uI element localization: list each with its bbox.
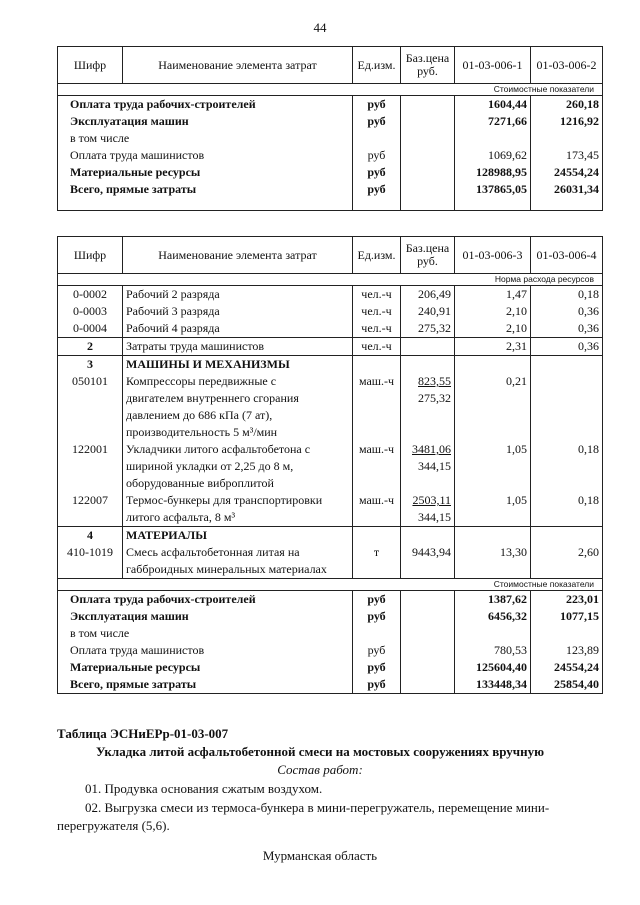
resource-row xyxy=(58,492,603,527)
row-price: 9443,94 xyxy=(401,544,455,579)
row-col1: 2,10 xyxy=(455,320,531,338)
row-unit: маш.-ч xyxy=(353,373,401,441)
resource-row xyxy=(58,303,603,320)
row-unit: чел.-ч xyxy=(353,338,401,356)
header-unit: Ед.изм. xyxy=(353,47,401,84)
row-col2: 0,18 xyxy=(531,492,603,527)
row-col2: 0,18 xyxy=(531,286,603,304)
row-col1: 2,10 xyxy=(455,303,531,320)
summary-price xyxy=(401,608,455,625)
row-price xyxy=(401,356,455,374)
header-price xyxy=(401,237,455,274)
row-unit: чел.-ч xyxy=(353,286,401,304)
price-bottom: 275,32 xyxy=(418,391,451,405)
header-name: Наименование элемента затрат xyxy=(123,237,353,274)
summary-col2 xyxy=(531,625,603,642)
summary-col1 xyxy=(455,130,531,147)
row-unit: чел.-ч xyxy=(353,303,401,320)
summary-col2: 173,45 xyxy=(531,147,603,164)
header-row xyxy=(58,47,603,84)
row-price xyxy=(401,373,455,441)
summary-col2: 1077,15 xyxy=(531,608,603,625)
summary-row xyxy=(58,164,603,181)
resource-row xyxy=(58,441,603,492)
row-col2: 0,18 xyxy=(531,441,603,492)
row-col1: 13,30 xyxy=(455,544,531,579)
header-row xyxy=(58,237,603,274)
resource-row xyxy=(58,544,603,579)
row-name: МАШИНЫ И МЕХАНИЗМЫ xyxy=(123,356,353,374)
resource-row xyxy=(58,320,603,338)
blank-cell xyxy=(58,198,353,211)
row-col1 xyxy=(455,356,531,374)
header-price-line1: Баз.цена xyxy=(405,241,450,255)
summary-price xyxy=(401,147,455,164)
row-col2: 2,60 xyxy=(531,544,603,579)
resource-row xyxy=(58,373,603,441)
row-code: 4 xyxy=(58,527,123,545)
row-name: МАТЕРИАЛЫ xyxy=(123,527,353,545)
header-price-line1: Баз.цена xyxy=(405,51,450,65)
row-name: Рабочий 3 разряда xyxy=(123,303,353,320)
row-code: 122001 xyxy=(58,441,123,492)
row-price xyxy=(401,338,455,356)
summary-name: Всего, прямые затраты xyxy=(58,676,353,694)
row-col2 xyxy=(531,527,603,545)
row-code: 0-0003 xyxy=(58,303,123,320)
summary-price xyxy=(401,181,455,198)
summary-name: Материальные ресурсы xyxy=(58,164,353,181)
row-col1: 2,31 xyxy=(455,338,531,356)
summary-price xyxy=(401,659,455,676)
header-price-line2: руб. xyxy=(417,254,438,268)
row-unit xyxy=(353,527,401,545)
cost-table-1 xyxy=(57,46,603,211)
row-price: 275,32 xyxy=(401,320,455,338)
row-col2: 0,36 xyxy=(531,320,603,338)
row-name: Рабочий 2 разряда xyxy=(123,286,353,304)
summary-row xyxy=(58,181,603,198)
summary-unit: руб xyxy=(353,676,401,694)
price-top: 3481,06 xyxy=(412,442,451,456)
row-col1: 1,47 xyxy=(455,286,531,304)
summary-unit: руб xyxy=(353,181,401,198)
header-code: Шифр xyxy=(58,237,123,274)
row-col1 xyxy=(455,527,531,545)
summary-unit: руб xyxy=(353,608,401,625)
summary-price xyxy=(401,164,455,181)
resource-row xyxy=(58,286,603,304)
work-step-1: 01. Продувка основания сжатым воздухом. xyxy=(85,781,323,796)
row-col2 xyxy=(531,373,603,441)
row-unit: чел.-ч xyxy=(353,320,401,338)
row-col2: 0,36 xyxy=(531,338,603,356)
summary-col1: 1604,44 xyxy=(455,96,531,114)
row-price xyxy=(401,492,455,527)
summary-row xyxy=(58,96,603,114)
row-col1: 1,05 xyxy=(455,441,531,492)
row-name: Смесь асфальтобетонная литая на габброидных минеральных материалах xyxy=(123,544,353,579)
row-col1: 1,05 xyxy=(455,492,531,527)
blank-cell xyxy=(401,198,455,211)
section-label: Стоимостные показатели xyxy=(58,579,603,591)
row-col2 xyxy=(531,356,603,374)
row-name: Термос-бункеры для транспортировки литого асфальта, 8 м³ xyxy=(123,492,353,527)
summary-name: Эксплуатация машин xyxy=(58,608,353,625)
row-code: 410-1019 xyxy=(58,544,123,579)
row-name: Укладчики литого асфальтобетона с шириной укладки от 2,25 до 8 м, оборудованные виброплитой xyxy=(123,441,353,492)
row-code: 2 xyxy=(58,338,123,356)
summary-name: Оплата труда машинистов xyxy=(58,147,353,164)
row-name: Затраты труда машинистов xyxy=(123,338,353,356)
summary-row xyxy=(58,608,603,625)
summary-price xyxy=(401,642,455,659)
row-price xyxy=(401,441,455,492)
row-unit xyxy=(353,356,401,374)
summary-price xyxy=(401,676,455,694)
blank-cell xyxy=(531,198,603,211)
summary-row xyxy=(58,659,603,676)
row-unit: т xyxy=(353,544,401,579)
header-col1: 01-03-006-1 xyxy=(455,47,531,84)
summary-unit xyxy=(353,625,401,642)
row-code: 3 xyxy=(58,356,123,374)
summary-unit: руб xyxy=(353,113,401,130)
summary-col2: 260,18 xyxy=(531,96,603,114)
header-price xyxy=(401,47,455,84)
row-code: 050101 xyxy=(58,373,123,441)
row-price xyxy=(401,527,455,545)
cost-table-2 xyxy=(57,236,603,694)
summary-unit: руб xyxy=(353,96,401,114)
summary-price xyxy=(401,96,455,114)
header-name: Наименование элемента затрат xyxy=(123,47,353,84)
summary-col2: 223,01 xyxy=(531,591,603,609)
row-name: Компрессоры передвижные с двигателем внутреннего сгорания давлением до 686 кПа (7 ат), производительность 5 м³/мин xyxy=(123,373,353,441)
header-code: Шифр xyxy=(58,47,123,84)
summary-col1: 7271,66 xyxy=(455,113,531,130)
page-number: 44 xyxy=(313,20,327,35)
header-price-line2: руб. xyxy=(417,64,438,78)
norm-label: Норма расхода ресурсов xyxy=(58,274,603,286)
summary-row xyxy=(58,676,603,694)
summary-price xyxy=(401,625,455,642)
row-code: 0-0002 xyxy=(58,286,123,304)
region-footer: Мурманская область xyxy=(262,848,378,863)
summary-name: Оплата труда машинистов xyxy=(58,642,353,659)
summary-row xyxy=(58,147,603,164)
work-step-2-line1: 02. Выгрузка смеси из термоса-бункера в мини-перегружатель, перемещение мини- xyxy=(85,800,550,815)
summary-name: в том числе xyxy=(58,130,353,147)
blank-cell xyxy=(353,198,401,211)
header-col2: 01-03-006-2 xyxy=(531,47,603,84)
summary-col2: 24554,24 xyxy=(531,164,603,181)
table-title: Таблица ЭСНиЕРр-01-03-007 xyxy=(57,726,229,741)
header-col2: 01-03-006-4 xyxy=(531,237,603,274)
summary-unit xyxy=(353,130,401,147)
summary-col1: 6456,32 xyxy=(455,608,531,625)
price-bottom: 344,15 xyxy=(418,459,451,473)
summary-col1: 137865,05 xyxy=(455,181,531,198)
table-subtitle: Укладка литой асфальтобетонной смеси на мостовых сооружениях вручную xyxy=(95,744,545,759)
price-bottom: 344,15 xyxy=(418,510,451,524)
summary-name: Оплата труда рабочих-строителей xyxy=(58,591,353,609)
summary-unit: руб xyxy=(353,164,401,181)
composition-heading: Состав работ: xyxy=(277,762,363,777)
resource-row xyxy=(58,356,603,374)
blank-cell xyxy=(455,198,531,211)
row-col1: 0,21 xyxy=(455,373,531,441)
summary-price xyxy=(401,113,455,130)
summary-row xyxy=(58,113,603,130)
summary-col2: 26031,34 xyxy=(531,181,603,198)
summary-unit: руб xyxy=(353,147,401,164)
work-step-2-line2: перегружателя (5,6). xyxy=(57,818,170,833)
price-top: 2503,11 xyxy=(412,493,451,507)
header-unit: Ед.изм. xyxy=(353,237,401,274)
resource-row xyxy=(58,527,603,545)
summary-unit: руб xyxy=(353,659,401,676)
summary-col1: 1069,62 xyxy=(455,147,531,164)
summary-col2: 123,89 xyxy=(531,642,603,659)
summary-name: Оплата труда рабочих-строителей xyxy=(58,96,353,114)
summary-name: в том числе xyxy=(58,625,353,642)
summary-price xyxy=(401,130,455,147)
summary-col1: 133448,34 xyxy=(455,676,531,694)
row-price: 206,49 xyxy=(401,286,455,304)
summary-col1: 128988,95 xyxy=(455,164,531,181)
summary-col2: 24554,24 xyxy=(531,659,603,676)
header-col1: 01-03-006-3 xyxy=(455,237,531,274)
summary-row xyxy=(58,591,603,609)
summary-row xyxy=(58,625,603,642)
summary-row xyxy=(58,130,603,147)
row-col2: 0,36 xyxy=(531,303,603,320)
summary-col2: 1216,92 xyxy=(531,113,603,130)
price-top: 823,55 xyxy=(418,374,451,388)
summary-col1: 1387,62 xyxy=(455,591,531,609)
row-unit: маш.-ч xyxy=(353,492,401,527)
summary-name: Всего, прямые затраты xyxy=(58,181,353,198)
summary-col1: 125604,40 xyxy=(455,659,531,676)
summary-col2: 25854,40 xyxy=(531,676,603,694)
summary-price xyxy=(401,591,455,609)
summary-col1: 780,53 xyxy=(455,642,531,659)
summary-name: Эксплуатация машин xyxy=(58,113,353,130)
summary-row xyxy=(58,642,603,659)
row-unit: маш.-ч xyxy=(353,441,401,492)
row-price: 240,91 xyxy=(401,303,455,320)
row-code: 0-0004 xyxy=(58,320,123,338)
summary-col1 xyxy=(455,625,531,642)
summary-unit: руб xyxy=(353,642,401,659)
row-code: 122007 xyxy=(58,492,123,527)
summary-col2 xyxy=(531,130,603,147)
summary-name: Материальные ресурсы xyxy=(58,659,353,676)
summary-unit: руб xyxy=(353,591,401,609)
row-name: Рабочий 4 разряда xyxy=(123,320,353,338)
section-label: Стоимостные показатели xyxy=(58,84,603,96)
resource-row xyxy=(58,338,603,356)
